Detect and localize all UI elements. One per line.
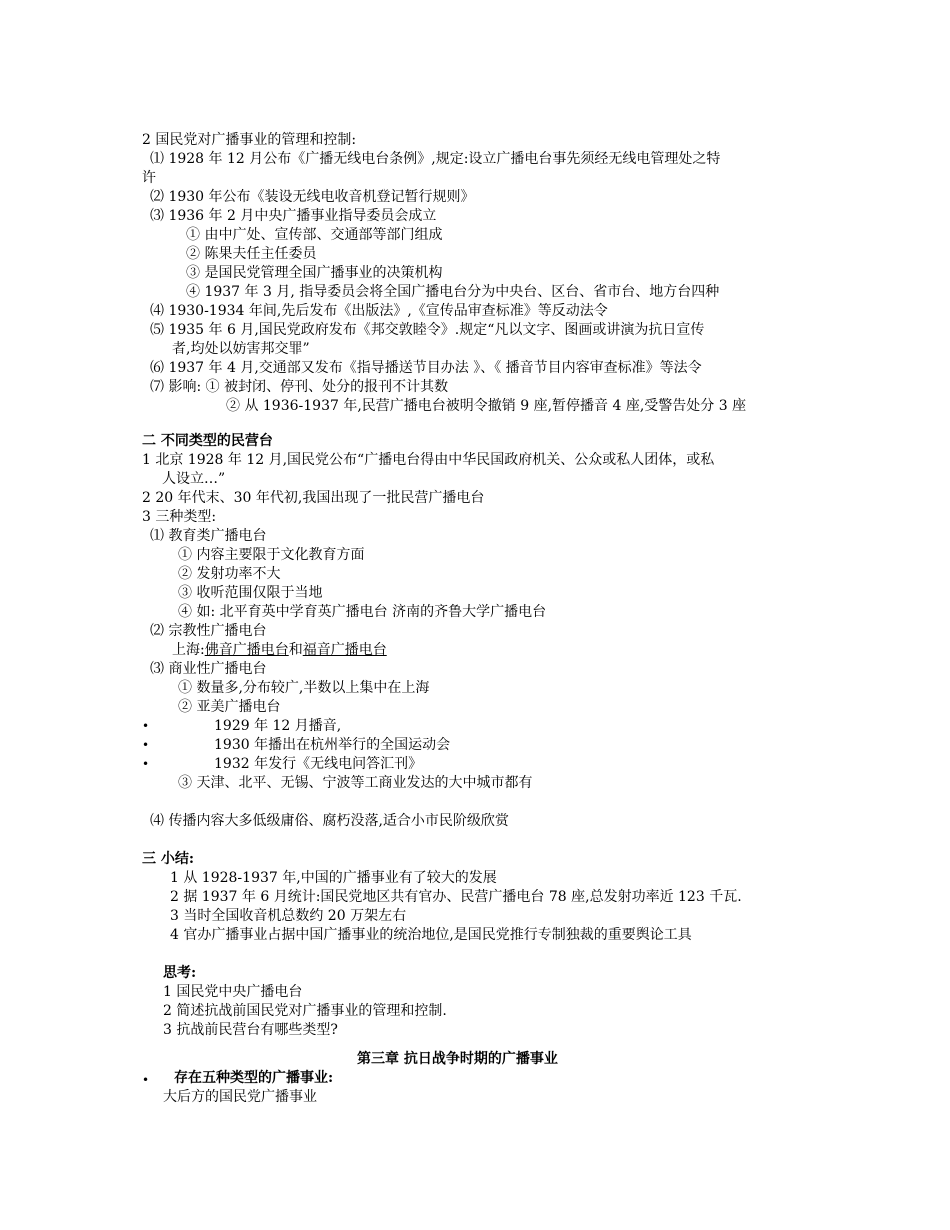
sub-list-item: ① 内容主要限于文化教育方面 xyxy=(178,547,365,563)
list-item-continuation: 人设立…” xyxy=(162,471,226,487)
question-item: 1 国民党中央广播电台 xyxy=(163,984,303,1000)
bullet-item: 1932 年发行《无线电问答汇刊》 xyxy=(214,756,423,772)
list-item: 2 20 年代末、30 年代初,我国出现了一批民营广播电台 xyxy=(142,490,485,506)
list-item: ⑵ 1930 年公布《装设无线电收音机登记暂行规则》 xyxy=(150,189,475,205)
list-item: ⑴ 教育类广播电台 xyxy=(150,528,267,544)
bullet-item: 1929 年 12 月播音, xyxy=(214,718,342,734)
sub-list-item: ③ 是国民党管理全国广播事业的决策机构 xyxy=(186,265,443,281)
sub-list-item: ② 从 1936-1937 年,民营广播电台被明令撤销 9 座,暂停播音 4 座,受警告处分 3 座 xyxy=(226,398,747,414)
list-item: 3 三种类型: xyxy=(142,509,217,525)
questions-title: 思考: xyxy=(163,965,197,981)
list-item: ⑸ 1935 年 6 月,国民党政府发布《邦交敦睦令》.规定“凡以文字、图画或讲演为抗日宣传 xyxy=(150,322,705,338)
sub-list-item: ② 陈果夫任主任委员 xyxy=(186,246,317,262)
station-name: 佛音广播电台 xyxy=(204,642,289,658)
sub-list-item: ② 亚美广播电台 xyxy=(178,699,281,715)
list-item: 4 官办广播事业占据中国广播事业的统治地位,是国民党推行专制独裁的重要舆论工具 xyxy=(170,927,692,943)
bullet-icon: • xyxy=(142,1073,150,1087)
list-item: ⑶ 1936 年 2 月中央广播事业指导委员会成立 xyxy=(150,208,437,224)
religious-stations-line xyxy=(172,641,387,659)
sub-list-item: ④ 如: 北平育英中学育英广播电台 济南的齐鲁大学广播电台 xyxy=(178,604,547,620)
sub-list-item: ② 发射功率不大 xyxy=(178,566,281,582)
question-item: 3 抗战前民营台有哪些类型? xyxy=(163,1022,338,1038)
list-item: 1 北京 1928 年 12 月,国民党公布“广播电台得由中华民国政府机关、公众或私人团体，或私 xyxy=(142,452,715,468)
sub-list-item: ④ 1937 年 3 月, 指导委员会将全国广播电台分为中央台、区台、省市台、地方台四种 xyxy=(186,284,720,300)
list-item: ⑹ 1937 年 4 月,交通部又发布《指导播送节目办法 》、《 播音节目内容审查标准》等法令 xyxy=(150,360,702,376)
bullet-icon: • xyxy=(142,738,150,752)
list-item: 2 据 1937 年 6 月统计:国民党地区共有官办、民营广播电台 78 座,总发射功率近 123 千瓦. xyxy=(170,889,742,905)
bullet-heading: 存在五种类型的广播事业: xyxy=(174,1070,334,1086)
list-item: ⑵ 宗教性广播电台 xyxy=(150,623,267,639)
sub-list-item: ① 由中广处、宣传部、交通部等部门组成 xyxy=(186,227,443,243)
sub-list-item: ③ 天津、北平、无锡、宁波等工商业发达的大中城市都有 xyxy=(178,775,533,791)
station-name: 福音广播电台 xyxy=(302,642,387,658)
list-item: ⑷ 传播内容大多低级庸俗、腐朽没落,适合小市民阶级欣赏 xyxy=(150,813,509,829)
bullet-item: 1930 年播出在杭州举行的全国运动会 xyxy=(214,737,451,753)
question-item: 2 简述抗战前国民党对广播事业的管理和控制. xyxy=(163,1003,447,1019)
list-item: ⑶ 商业性广播电台 xyxy=(150,661,267,677)
section-title: 二 不同类型的民营台 xyxy=(142,433,273,449)
bullet-icon: • xyxy=(142,757,150,771)
list-item: 3 当时全国收音机总数约 20 万架左右 xyxy=(170,908,407,924)
sub-list-item: ③ 收听范围仅限于当地 xyxy=(178,585,323,601)
list-item: ⑴ 1928 年 12 月公布《广播无线电台条例》,规定:设立广播电台事先须经无线电管理处之特 xyxy=(150,151,721,167)
section-title: 三 小结: xyxy=(142,851,195,867)
list-item: ⑷ 1930-1934 年间,先后发布《出版法》,《宣传品审查标准》等反动法令 xyxy=(150,303,608,319)
bullet-icon: • xyxy=(142,719,150,733)
chapter-title: 第三章 抗日战争时期的广播事业 xyxy=(357,1051,558,1067)
city-label: 上海: xyxy=(172,642,205,658)
list-item-continuation: 许 xyxy=(142,170,156,186)
list-item-continuation: 者,均处以妨害邦交罪” xyxy=(172,341,310,357)
list-item: 大后方的国民党广播事业 xyxy=(163,1089,317,1105)
list-item: 1 从 1928-1937 年,中国的广播事业有了较大的发展 xyxy=(170,870,497,886)
section-heading-control: 2 国民党对广播事业的管理和控制: xyxy=(142,132,357,148)
sub-list-item: ① 数量多,分布较广,半数以上集中在上海 xyxy=(178,680,430,696)
conjunction: 和 xyxy=(288,642,303,658)
list-item: ⑺ 影响: ① 被封闭、停刊、处分的报刊不计其数 xyxy=(150,379,449,395)
